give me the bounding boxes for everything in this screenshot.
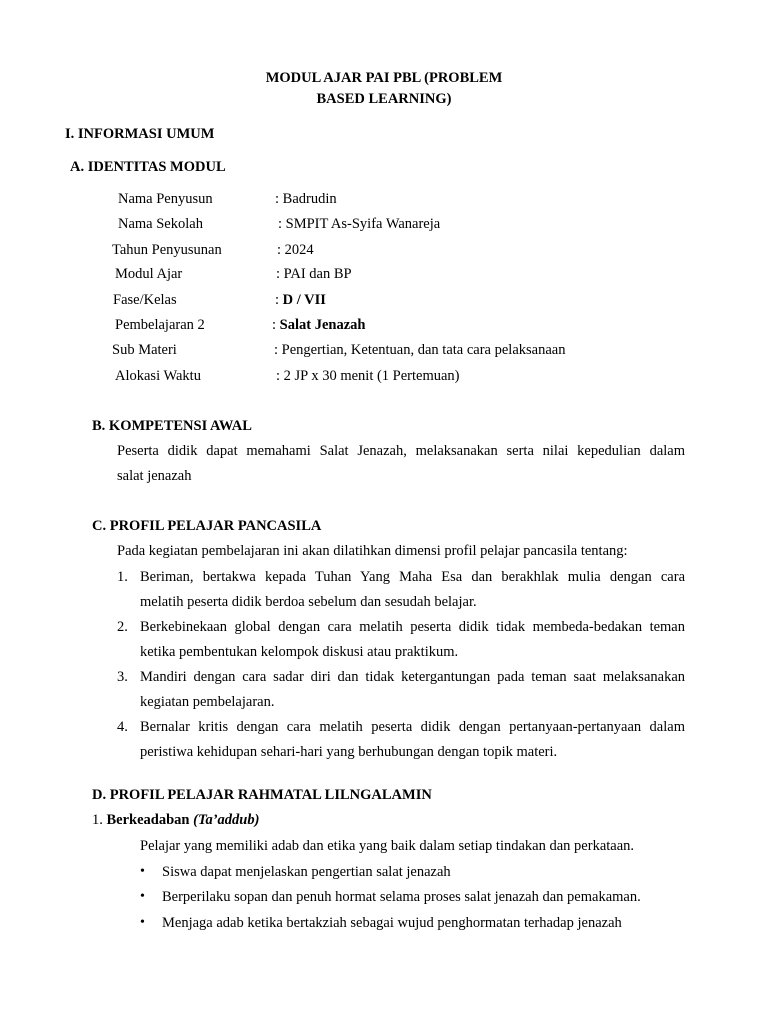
row-label: Tahun Penyusunan <box>112 242 222 258</box>
row-label: Nama Sekolah <box>118 216 203 232</box>
kompetensi-awal-text-line-2: salat jenazah <box>117 468 192 484</box>
row-label: Sub Materi <box>112 342 177 358</box>
row-value-wrap <box>275 292 326 309</box>
bullet-icon: • <box>140 864 145 879</box>
row-colon: : <box>275 292 283 308</box>
section-informasi-umum-heading: I. INFORMASI UMUM <box>65 126 215 142</box>
row-value-wrap <box>272 317 365 334</box>
kompetensi-awal-heading: B. KOMPETENSI AWAL <box>92 418 252 434</box>
list-item-line-1: Berkebinekaan global dengan cara melatih peserta didik tidak membeda-bedakan teman <box>140 619 685 635</box>
profil-pancasila-intro: Pada kegiatan pembelajaran ini akan dilatihkan dimensi profil pelajar pancasila tentang: <box>117 543 628 559</box>
list-item-line-1: Beriman, bertakwa kepada Tuhan Yang Maha Esa dan berakhlak mulia dengan cara <box>140 569 685 585</box>
row-value: : SMPIT As-Syifa Wanareja <box>278 216 441 232</box>
kompetensi-awal-text-line-1: Peserta didik dapat memahami Salat Jenazah, melaksanakan serta nilai kepedulian dalam <box>117 443 685 459</box>
bullet-item: Menjaga adab ketika bertakziah sebagai wujud penghormatan terhadap jenazah <box>162 915 622 931</box>
list-item-number: 1. <box>117 569 128 585</box>
berkeadaban-subheading <box>92 812 259 829</box>
bullet-item: Berperilaku sopan dan penuh hormat selama proses salat jenazah dan pemakaman. <box>162 889 641 905</box>
identitas-modul-heading: A. IDENTITAS MODUL <box>70 159 226 175</box>
list-item-line-2: peristiwa kehidupan sehari-hari yang berhubungan dengan topik materi. <box>140 744 558 760</box>
row-label: Fase/Kelas <box>113 292 177 308</box>
row-label: Modul Ajar <box>115 266 183 282</box>
subheading-number: 1. <box>92 812 103 828</box>
berkeadaban-intro: Pelajar yang memiliki adab dan etika yang baik dalam setiap tindakan dan perkataan. <box>140 838 635 854</box>
subheading-arabic-term: (Ta’addub) <box>193 812 260 828</box>
bullet-item: Siswa dapat menjelaskan pengertian salat jenazah <box>162 864 451 880</box>
row-colon: : <box>272 317 280 333</box>
row-value: : Badrudin <box>275 191 337 207</box>
subheading-title: Berkeadaban <box>106 812 190 828</box>
row-value: : 2024 <box>277 242 314 258</box>
bullet-icon: • <box>140 915 145 930</box>
list-item-line-1: Mandiri dengan cara sadar diri dan tidak ketergantungan pada teman saat melaksanakan <box>140 669 685 685</box>
list-item-number: 3. <box>117 669 128 685</box>
list-item-line-1: Bernalar kritis dengan cara melatih peserta didik dengan pertanyaan-pertanyaan dalam <box>140 719 685 735</box>
profil-pancasila-heading: C. PROFIL PELAJAR PANCASILA <box>92 518 322 534</box>
document-title-line-2: BASED LEARNING) <box>316 91 452 107</box>
list-item-line-2: melatih peserta didik berdoa sebelum dan sesudah belajar. <box>140 594 477 610</box>
list-item-number: 4. <box>117 719 128 735</box>
row-value: : Pengertian, Ketentuan, dan tata cara pelaksanaan <box>274 342 566 358</box>
row-value: : 2 JP x 30 menit (1 Pertemuan) <box>276 368 460 384</box>
row-label: Pembelajaran 2 <box>115 317 205 333</box>
bullet-icon: • <box>140 889 145 904</box>
row-value: Salat Jenazah <box>279 317 366 333</box>
document-title-line-1: MODUL AJAR PAI PBL (PROBLEM <box>265 70 503 86</box>
profil-rahmatal-heading: D. PROFIL PELAJAR RAHMATAL LILNGALAMIN <box>92 787 432 803</box>
row-value: : PAI dan BP <box>276 266 352 282</box>
list-item-number: 2. <box>117 619 128 635</box>
row-label: Alokasi Waktu <box>115 368 201 384</box>
row-label: Nama Penyusun <box>118 191 213 207</box>
list-item-line-2: ketika pembentukan kelompok diskusi atau praktikum. <box>140 644 459 660</box>
row-value: D / VII <box>282 292 326 308</box>
list-item-line-2: kegiatan pembelajaran. <box>140 694 275 710</box>
